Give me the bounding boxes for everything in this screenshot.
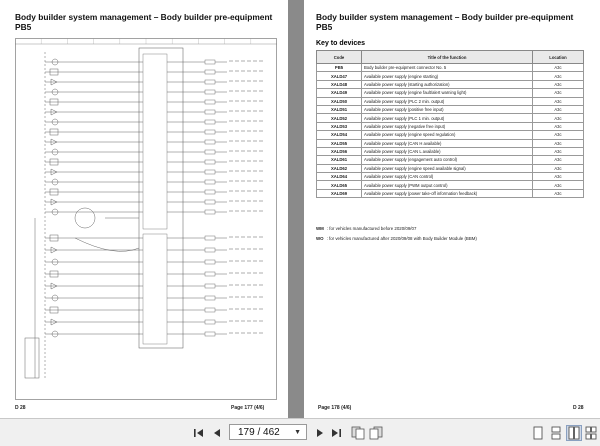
table-row bbox=[317, 139, 584, 147]
cell-title: Available power supply (engine speed available signal) bbox=[362, 164, 533, 172]
cell-title: Available power supply (CAN H available) bbox=[362, 139, 533, 147]
last-page-icon[interactable] bbox=[328, 425, 344, 441]
cell-code: XALD47 bbox=[317, 72, 362, 80]
cell-loc: A3c bbox=[533, 164, 584, 172]
table-row bbox=[317, 156, 584, 164]
viewer-toolbar bbox=[0, 418, 600, 446]
next-page-icon[interactable] bbox=[312, 425, 328, 441]
right-footer-left: Page 178 (4/6) bbox=[318, 405, 352, 411]
prev-page-icon[interactable] bbox=[209, 425, 225, 441]
cell-title: Available power supply (power take-off information feedback) bbox=[362, 189, 533, 197]
page-number-value: 179 / 462 bbox=[238, 426, 280, 438]
cell-code: XALD49 bbox=[317, 89, 362, 97]
cell-loc: A3c bbox=[533, 173, 584, 181]
note-wm-code: WM bbox=[316, 226, 324, 231]
forward-view-icon[interactable] bbox=[368, 425, 384, 441]
cell-code: XALD50 bbox=[317, 97, 362, 105]
cell-loc: A3c bbox=[533, 64, 584, 72]
cell-loc: A3c bbox=[533, 80, 584, 88]
table-row bbox=[317, 131, 584, 139]
two-page-icon[interactable] bbox=[566, 425, 582, 441]
cell-loc: A3c bbox=[533, 72, 584, 80]
note-wo-code: WO bbox=[316, 236, 324, 241]
cell-code: XALD65 bbox=[317, 181, 362, 189]
table-row bbox=[317, 89, 584, 97]
cell-title: Available power supply (PWM output control) bbox=[362, 181, 533, 189]
header-title: Title of the function bbox=[362, 51, 533, 64]
single-page-icon[interactable] bbox=[530, 425, 546, 441]
cell-code: XALD53 bbox=[317, 122, 362, 130]
cell-title: Available power supply (CAN L available) bbox=[362, 147, 533, 155]
cell-code: XALD52 bbox=[317, 114, 362, 122]
cell-loc: A3c bbox=[533, 105, 584, 113]
cell-code: XALD51 bbox=[317, 105, 362, 113]
left-page-title: Body builder system management – Body builder pre-equipment bbox=[15, 12, 273, 22]
cell-title: Available power supply (starting authorization) bbox=[362, 80, 533, 88]
left-footer-right: Page 177 (4/6) bbox=[231, 405, 265, 411]
table-row bbox=[317, 114, 584, 122]
cell-code: XALD48 bbox=[317, 80, 362, 88]
table-row bbox=[317, 72, 584, 80]
cell-code: XALD61 bbox=[317, 156, 362, 164]
note-wo bbox=[316, 236, 477, 241]
cell-loc: A3c bbox=[533, 181, 584, 189]
cell-title: Available power supply (PLC 2 min. output) bbox=[362, 97, 533, 105]
table-row bbox=[317, 97, 584, 105]
wiring-diagram bbox=[15, 38, 277, 400]
left-footer-left: D 28 bbox=[15, 405, 26, 411]
cell-title: Available power supply (CAN control) bbox=[362, 173, 533, 181]
table-row bbox=[317, 164, 584, 172]
cell-loc: A3c bbox=[533, 122, 584, 130]
table-row bbox=[317, 105, 584, 113]
table-row bbox=[317, 181, 584, 189]
right-footer-right: D 28 bbox=[573, 405, 584, 411]
cell-loc: A3c bbox=[533, 97, 584, 105]
key-to-devices-heading: Key to devices bbox=[316, 40, 366, 47]
table-row bbox=[317, 122, 584, 130]
table-row bbox=[317, 173, 584, 181]
continuous-icon[interactable] bbox=[548, 425, 564, 441]
cell-loc: A3c bbox=[533, 156, 584, 164]
cell-loc: A3c bbox=[533, 114, 584, 122]
cell-title: Available power supply (engine speed regulation) bbox=[362, 131, 533, 139]
left-page-subtitle: PB5 bbox=[15, 22, 32, 32]
cell-loc: A3c bbox=[533, 89, 584, 97]
cell-code: XALD64 bbox=[317, 173, 362, 181]
table-row bbox=[317, 80, 584, 88]
cell-code: XALD56 bbox=[317, 147, 362, 155]
cell-code: XALD55 bbox=[317, 139, 362, 147]
cell-loc: A3c bbox=[533, 131, 584, 139]
table-row bbox=[317, 64, 584, 72]
note-wm-text: : for vehicles manufactured before 2020/09/07 bbox=[326, 226, 417, 231]
cell-title: Available power supply (positive free input) bbox=[362, 105, 533, 113]
cell-loc: A3c bbox=[533, 189, 584, 197]
header-location: Location bbox=[533, 51, 584, 64]
note-wm bbox=[316, 226, 416, 231]
table-header-row bbox=[317, 51, 584, 64]
table-row bbox=[317, 189, 584, 197]
cell-title: Available power supply (engagement auto control) bbox=[362, 156, 533, 164]
right-page-title: Body builder system management – Body builder pre-equipment bbox=[316, 12, 574, 22]
header-code: Code bbox=[317, 51, 362, 64]
note-wo-text: : for vehicles manufactured after 2020/09/08 with Body Builder Module (BBM) bbox=[326, 236, 477, 241]
page-number-select[interactable] bbox=[229, 424, 307, 440]
cell-code: XALD54 bbox=[317, 131, 362, 139]
two-page-scroll-icon[interactable] bbox=[583, 425, 599, 441]
cell-loc: A3c bbox=[533, 147, 584, 155]
cell-title: Available power supply (PLC 1 min. output) bbox=[362, 114, 533, 122]
cell-title: Available power supply (engine starting) bbox=[362, 72, 533, 80]
cell-title: Body builder pre-equipment connector No. 5 bbox=[362, 64, 533, 72]
cell-title: Available power supply (negative free input) bbox=[362, 122, 533, 130]
left-page bbox=[0, 0, 288, 418]
chevron-down-icon: ▼ bbox=[294, 428, 301, 436]
cell-code: PB5 bbox=[317, 64, 362, 72]
cell-title: Available power supply (engine fault/alert warning light) bbox=[362, 89, 533, 97]
cell-code: XALD62 bbox=[317, 164, 362, 172]
cell-loc: A3c bbox=[533, 139, 584, 147]
cell-code: XALD69 bbox=[317, 189, 362, 197]
key-to-devices-table bbox=[316, 50, 584, 198]
first-page-icon[interactable] bbox=[191, 425, 207, 441]
back-view-icon[interactable] bbox=[350, 425, 366, 441]
table-row bbox=[317, 147, 584, 155]
right-page-subtitle: PB5 bbox=[316, 22, 333, 32]
